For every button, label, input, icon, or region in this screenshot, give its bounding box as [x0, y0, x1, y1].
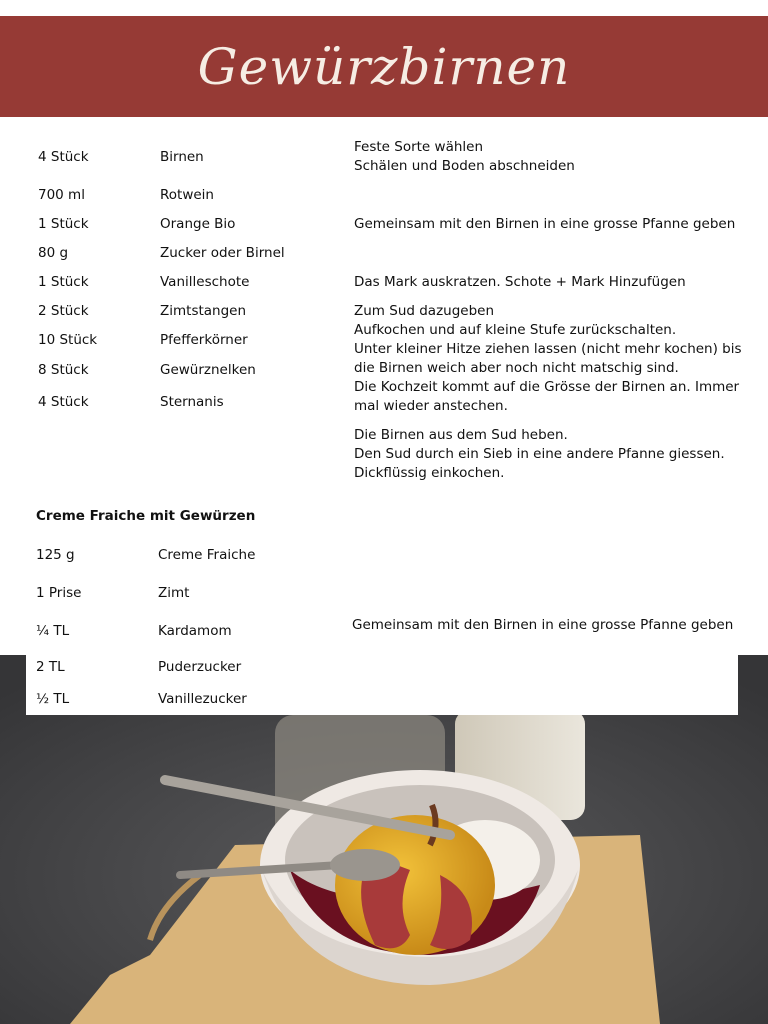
ingredient-name: Zimtstangen — [160, 303, 247, 319]
instruction-line: Die Birnen aus dem Sud heben. — [354, 427, 568, 443]
instruction-line: Aufkochen und auf kleine Stufe zurückschalten. — [354, 322, 677, 338]
ingredient-name: Pfefferkörner — [160, 332, 248, 348]
ingredient-qty: 1 Prise — [36, 585, 82, 601]
instruction-line: Unter kleiner Hitze ziehen lassen (nicht mehr kochen) bis — [354, 341, 742, 357]
ingredient-qty: 8 Stück — [38, 362, 89, 378]
instruction-line: Die Kochzeit kommt auf die Grösse der Birnen an. Immer — [354, 379, 740, 395]
instruction-line: mal wieder anstechen. — [354, 398, 508, 414]
ingredient-qty: 1 Stück — [38, 274, 89, 290]
ingredient-name: Puderzucker — [158, 659, 242, 675]
ingredient-qty: 4 Stück — [38, 149, 89, 165]
ingredient-qty: ½ TL — [36, 691, 70, 707]
white-panel — [26, 655, 738, 715]
ingredient-qty: 10 Stück — [38, 332, 98, 348]
title-banner — [0, 16, 768, 117]
ingredient-qty: ¼ TL — [36, 623, 70, 639]
ingredient-qty: 2 Stück — [38, 303, 89, 319]
ingredient-name: Gewürznelken — [160, 362, 256, 378]
section-heading: Creme Fraiche mit Gewürzen — [36, 508, 256, 524]
ingredient-name: Creme Fraiche — [158, 547, 256, 563]
instruction-line: Zum Sud dazugeben — [354, 303, 495, 319]
ingredient-name: Zucker oder Birnel — [160, 245, 285, 261]
ingredient-name: Zimt — [158, 585, 190, 601]
instruction-line: die Birnen weich aber noch nicht matschig sind. — [354, 360, 679, 376]
dessert-photo — [0, 655, 768, 1024]
instruction-line: Feste Sorte wählen — [354, 139, 484, 155]
page-title: Gewürzbirnen — [197, 37, 571, 96]
ingredient-name: Orange Bio — [160, 216, 236, 232]
ingredient-qty: 700 ml — [38, 187, 85, 203]
ingredient-name: Vanilleschote — [160, 274, 250, 290]
ingredient-qty: 125 g — [36, 547, 75, 563]
ingredient-qty: 2 TL — [36, 659, 65, 675]
ingredient-qty: 4 Stück — [38, 394, 89, 410]
ingredient-name: Birnen — [160, 149, 204, 165]
instruction-line: Den Sud durch ein Sieb in eine andere Pfanne giessen. — [354, 446, 725, 462]
ingredient-name: Vanillezucker — [158, 691, 247, 707]
ingredient-qty: 1 Stück — [38, 216, 89, 232]
ingredient-name: Kardamom — [158, 623, 232, 639]
instruction-line: Das Mark auskratzen. Schote + Mark Hinzufügen — [354, 274, 686, 290]
instruction-line: Schälen und Boden abschneiden — [354, 158, 575, 174]
instruction-line: Gemeinsam mit den Birnen in eine grosse Pfanne geben — [352, 617, 734, 633]
instruction-line: Dickflüssig einkochen. — [354, 465, 505, 481]
instruction-line: Gemeinsam mit den Birnen in eine grosse Pfanne geben — [354, 216, 736, 232]
ingredient-name: Rotwein — [160, 187, 214, 203]
ingredient-qty: 80 g — [38, 245, 69, 261]
ingredient-name: Sternanis — [160, 394, 224, 410]
